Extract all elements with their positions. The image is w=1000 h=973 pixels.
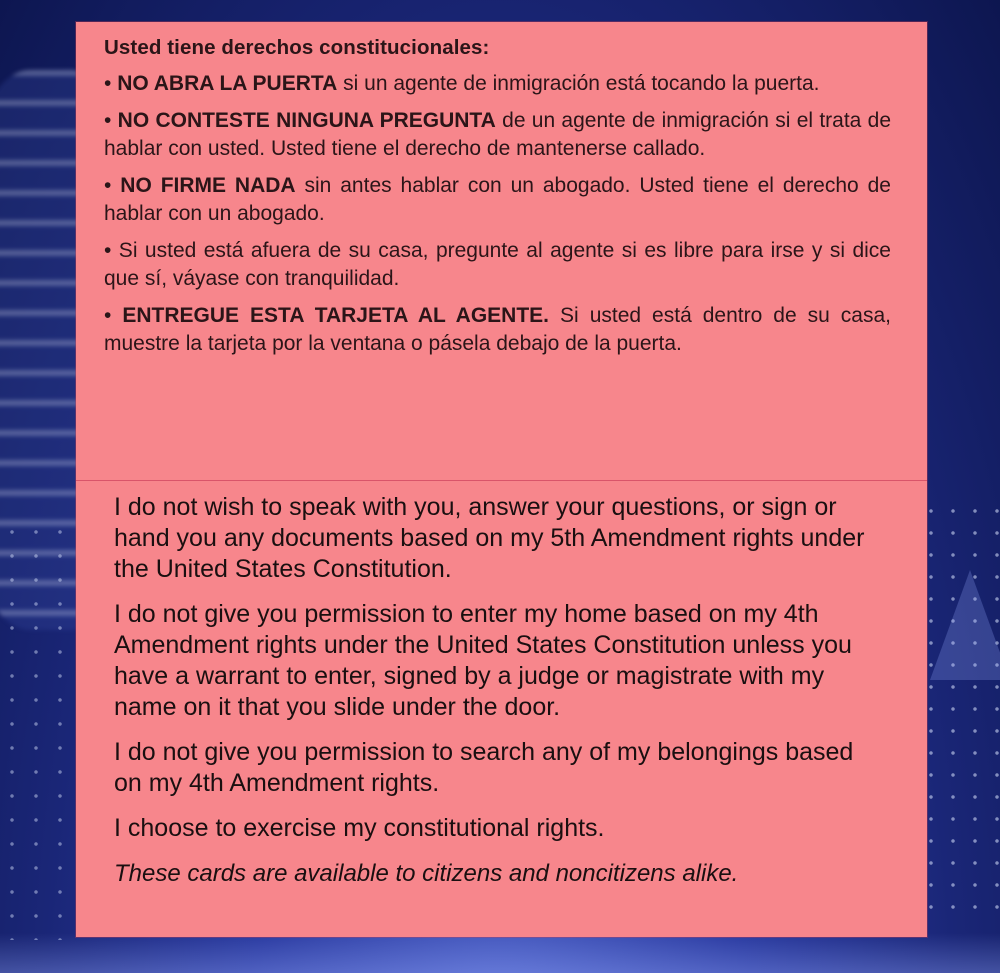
background-dot-pattern-left — [0, 520, 70, 940]
bullet: • — [104, 72, 112, 95]
spanish-item-bold: NO ABRA LA PUERTA — [117, 72, 338, 95]
spanish-item — [104, 107, 891, 163]
bullet: • — [104, 304, 112, 327]
card-footer-note: These cards are available to citizens and noncitizens alike. — [114, 860, 739, 887]
spanish-item-text: Si usted está afuera de su casa, pregunte al agente si es libre para irse y si dice que sí, váyase con tranquilidad. — [104, 239, 891, 290]
english-section — [76, 492, 927, 889]
bullet: • — [104, 109, 112, 132]
background-floor-glow — [0, 933, 1000, 973]
bullet: • — [104, 174, 112, 197]
spanish-item-text: sin antes hablar con un abogado. Usted tiene el derecho de hablar con un abogado. — [104, 174, 891, 225]
spanish-item-text: Si usted está dentro de su casa, muestre la tarjeta por la ventana o pásela debajo de la puerta. — [104, 304, 891, 355]
spanish-section — [76, 22, 927, 480]
spanish-item — [104, 70, 891, 98]
background-triangle-shape — [930, 570, 1000, 680]
english-paragraph: I do not give you permission to search any of my belongings based on my 4th Amendment rights. — [114, 738, 854, 797]
spanish-item-text: si un agente de inmigración está tocando la puerta. — [337, 72, 820, 95]
spanish-item — [104, 237, 891, 293]
spanish-item-text: de un agente de inmigración si el trata de hablar con usted. Usted tiene el derecho de mantenerse callado. — [104, 109, 891, 160]
spanish-item-bold: ENTREGUE ESTA TARJETA AL AGENTE. — [122, 304, 550, 327]
spanish-title: Usted tiene derechos constitucionales: — [104, 36, 490, 59]
english-paragraph: I do not wish to speak with you, answer your questions, or sign or hand you any documents based on my 5th Amendment rights under the United States Constitution. — [114, 493, 865, 583]
spanish-item — [104, 172, 891, 228]
background-dot-pattern-right — [920, 500, 1000, 920]
spanish-item-bold: NO CONTESTE NINGUNA PREGUNTA — [117, 109, 496, 132]
english-paragraph: I do not give you permission to enter my home based on my 4th Amendment rights under the United States Constitution unless you have a warrant to enter, signed by a judge or magistrate with my name on it that you slide under the door. — [114, 600, 852, 721]
spanish-item — [104, 302, 891, 358]
spanish-item-bold: NO FIRME NADA — [120, 174, 296, 197]
section-divider — [76, 480, 927, 481]
bullet: • — [104, 239, 112, 262]
rights-card — [76, 22, 927, 937]
english-paragraph: I choose to exercise my constitutional rights. — [114, 814, 605, 842]
